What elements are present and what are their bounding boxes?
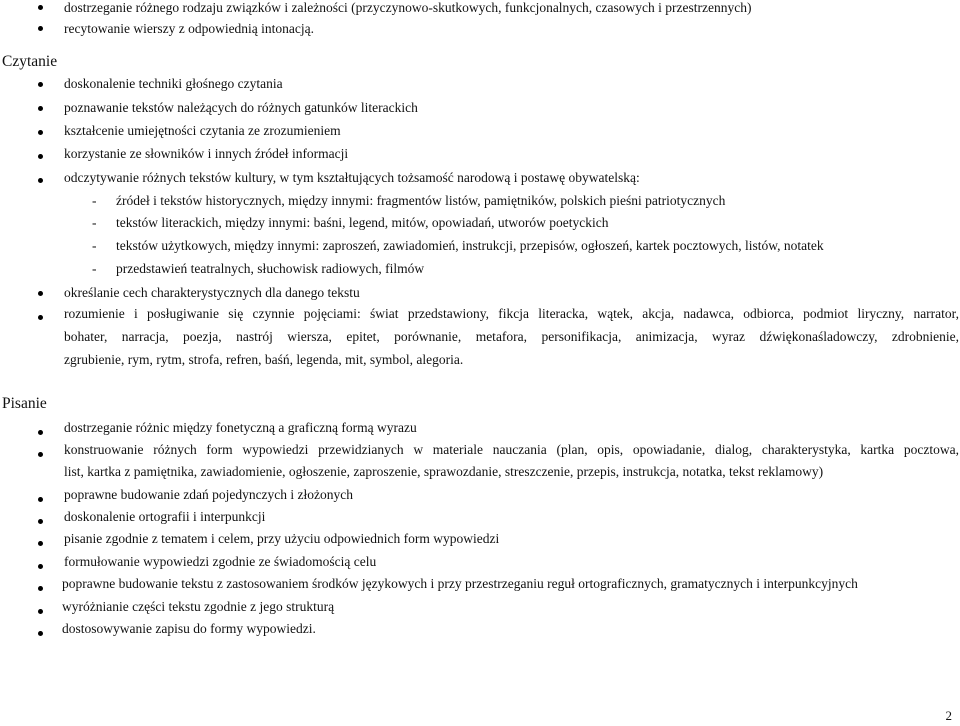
- dash-marker: -: [92, 261, 97, 276]
- bullet-icon: [38, 586, 43, 591]
- bullet-icon: [38, 609, 43, 614]
- list-item: formułowanie wypowiedzi zgodnie ze świadomością celu: [64, 554, 377, 569]
- list-item: kształcenie umiejętności czytania ze zrozumieniem: [64, 123, 341, 138]
- list-item: określanie cech charakterystycznych dla danego tekstu: [64, 285, 360, 300]
- bullet-icon: [38, 564, 43, 569]
- bullet-icon: [38, 315, 43, 320]
- list-item: recytowanie wierszy z odpowiednią intonacją.: [64, 21, 315, 36]
- list-item-line: list, kartka z pamiętnika, zawiadomienie, ogłoszenie, zaproszenie, sprawozdanie, streszczenie, przepis, instrukcja, notatka, tekst reklamowy): [64, 464, 824, 479]
- list-item: poprawne budowanie zdań pojedynczych i złożonych: [64, 487, 354, 502]
- list-item-line: konstruowanie różnych form wypowiedzi przewidzianych w materiale nauczania (plan, opis, opowiadanie, dialog, charakterystyka, kartka pocztowa,: [64, 442, 959, 457]
- sub-list-item: przedstawień teatralnych, słuchowisk radiowych, filmów: [116, 261, 425, 276]
- list-item: dostosowywanie zapisu do formy wypowiedzi.: [62, 621, 316, 636]
- bullet-icon: [38, 178, 43, 183]
- list-item-line: bohater, narracja, poezja, nastrój wiersza, epitet, porównanie, metafora, personifikacja, animizacja, wyraz dźwiękonaśladowczy, zdrobnienie,: [64, 329, 959, 344]
- bullet-icon: [38, 541, 43, 546]
- list-item: dostrzeganie różnic między fonetyczną a graficzną formą wyrazu: [64, 420, 417, 435]
- dash-marker: -: [92, 238, 97, 253]
- list-item: odczytywanie różnych tekstów kultury, w tym kształtujących tożsamość narodową i postawę obywatelską:: [64, 170, 640, 185]
- dash-marker: -: [92, 215, 97, 230]
- bullet-icon: [38, 26, 43, 31]
- section-heading-czytanie: Czytanie: [2, 53, 58, 70]
- bullet-icon: [38, 82, 43, 87]
- sub-list-item: źródeł i tekstów historycznych, między innymi: fragmentów listów, pamiętników, polskich pieśni patriotycznych: [116, 193, 726, 208]
- bullet-icon: [38, 631, 43, 636]
- section-heading-pisanie: Pisanie: [2, 395, 47, 412]
- bullet-icon: [38, 519, 43, 524]
- list-item-line: rozumienie i posługiwanie się czynnie pojęciami: świat przedstawiony, fikcja literacka, wątek, akcja, nadawca, odbiorca, podmiot liryczny, narrator,: [64, 306, 959, 321]
- bullet-icon: [38, 497, 43, 502]
- list-item: dostrzeganie różnego rodzaju związków i zależności (przyczynowo-skutkowych, funkcjonalnych, czasowych i przestrzennych): [64, 0, 752, 15]
- bullet-icon: [38, 106, 43, 111]
- bullet-icon: [38, 130, 43, 135]
- list-item: doskonalenie ortografii i interpunkcji: [64, 509, 266, 524]
- sub-list-item: tekstów użytkowych, między innymi: zaproszeń, zawiadomień, instrukcji, przepisów, ogłoszeń, kartek pocztowych, listów, notatek: [116, 238, 824, 253]
- list-item: pisanie zgodnie z tematem i celem, przy użyciu odpowiednich form wypowiedzi: [64, 531, 500, 546]
- list-item: poprawne budowanie tekstu z zastosowaniem środków językowych i przy przestrzeganiu reguł ortograficznych, gramatycznych i interpunkcyjnych: [62, 576, 858, 591]
- sub-list-item: tekstów literackich, między innymi: baśni, legend, mitów, opowiadań, utworów poetyckich: [116, 215, 609, 230]
- page-number: 2: [945, 708, 952, 723]
- bullet-icon: [38, 154, 43, 159]
- bullet-icon: [38, 430, 43, 435]
- list-item: poznawanie tekstów należących do różnych gatunków literackich: [64, 100, 418, 115]
- list-item: korzystanie ze słowników i innych źródeł informacji: [64, 146, 349, 161]
- bullet-icon: [38, 291, 43, 296]
- list-item: doskonalenie techniki głośnego czytania: [64, 76, 283, 91]
- list-item: wyróżnianie części tekstu zgodnie z jego strukturą: [62, 599, 335, 614]
- bullet-icon: [38, 452, 43, 457]
- dash-marker: -: [92, 193, 97, 208]
- list-item-line: zgrubienie, rym, rytm, strofa, refren, baśń, legenda, mit, symbol, alegoria.: [64, 352, 464, 367]
- bullet-icon: [38, 5, 43, 10]
